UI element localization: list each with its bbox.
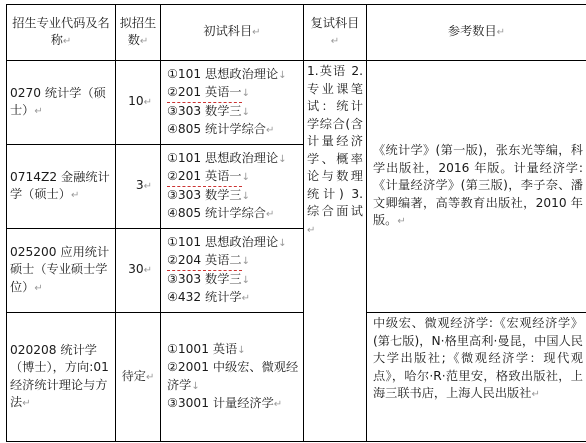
subject-line: ①1001 英语↓ — [167, 341, 246, 356]
subjects-cell — [161, 313, 304, 442]
admission-table — [6, 4, 586, 442]
subjects-cell — [161, 145, 304, 229]
header-major: 招生专业代码及名称↵ — [7, 5, 116, 61]
subject-line: ③303 数学三↓ — [167, 187, 251, 202]
header-quota: 拟招生数↵ — [116, 5, 161, 61]
quota-cell: 待定↵ — [116, 313, 161, 442]
header-retest: 复试科目↵ — [304, 5, 367, 61]
major-cell: 020208 统计学（博士），方向:01 经济统计理论与方法↵ — [7, 313, 116, 442]
subject-line: ③3001 计量经济学↵ — [167, 396, 283, 410]
subject-line: ②204 英语二↓ — [167, 252, 300, 271]
major-cell: 025200 应用统计硕士（专业硕士学位）↵ — [7, 229, 116, 313]
subject-line: ③303 数学三↓ — [167, 271, 251, 286]
subject-line: ④805 统计学综合↵ — [167, 122, 275, 136]
table-row — [7, 61, 586, 145]
quota-cell: 30↵ — [116, 229, 161, 313]
subjects-cell — [161, 61, 304, 145]
subject-line: ②201 英语一↓ — [167, 168, 300, 187]
subject-line: ②201 英语一↓ — [167, 84, 300, 103]
subject-line: ④432 统计学↵ — [167, 290, 251, 304]
refs-cell: 《统计学》(第一版)，张东光等编，科学出版社，2016 年版。计量经济学:《计量经济学》(第三版)，李子奈、潘文卿编著，高等教育出版社，2010 年版。↵ — [367, 61, 586, 313]
quota-cell: 3↵ — [116, 145, 161, 229]
subjects-cell — [161, 229, 304, 313]
refs-cell: 中级宏、微观经济学:《宏观经济学》(第七版)，N·格里高利·曼昆，中国人民大学出版社;《微观经济学：现代观点》，哈尔·R·范里安，格致出版社，上海三联书店，上海人民出版社↵ — [367, 313, 586, 442]
retest-cell: 1.英语 2. 专业课笔试：统计学综合(含计量经济学、概率论与数理统计) 3. 综合面试↵ — [304, 61, 367, 442]
subject-line: ④805 统计学综合↵ — [167, 206, 275, 220]
header-prelim: 初试科目↵ — [161, 5, 304, 61]
subject-line: ①101 思想政治理论↓ — [167, 150, 287, 165]
subject-line: ①101 思想政治理论↓ — [167, 234, 287, 249]
subject-line: ②2001 中级宏、微观经济学↓ — [167, 360, 299, 392]
subject-line: ①101 思想政治理论↓ — [167, 66, 287, 81]
quota-cell: 10↵ — [116, 61, 161, 145]
table-row — [7, 313, 586, 442]
header-refs: 参考数目↵ — [367, 5, 586, 61]
major-cell: 0714Z2 金融统计学（硕士）↵ — [7, 145, 116, 229]
subject-line: ③303 数学三↓ — [167, 103, 251, 118]
major-cell: 0270 统计学（硕士）↵ — [7, 61, 116, 145]
header-row — [7, 5, 586, 61]
